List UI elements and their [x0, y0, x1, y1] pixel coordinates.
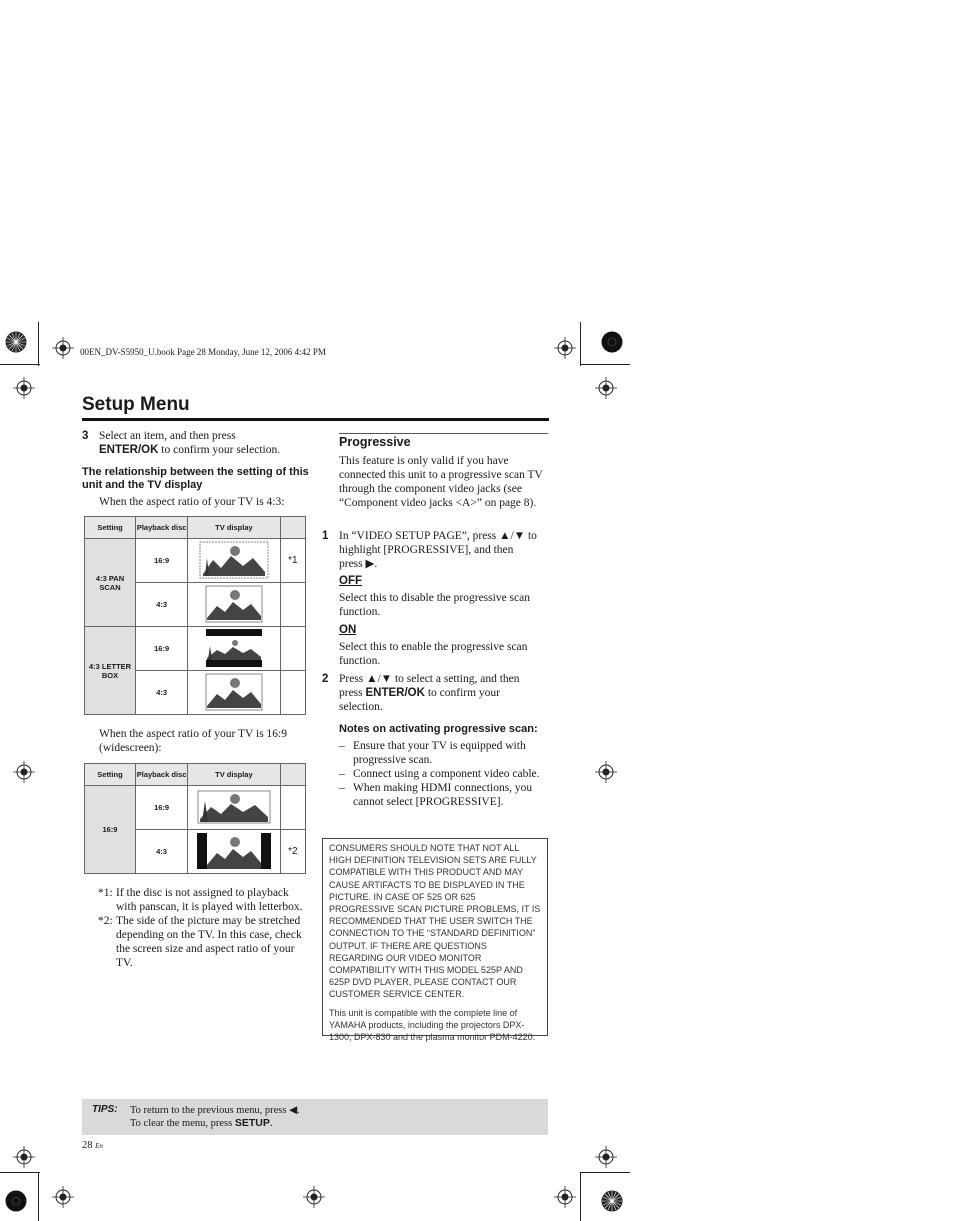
list-item: – When making HDMI connections, you cannot select [PROGRESSIVE].	[339, 781, 549, 809]
option-on-label: ON	[339, 624, 357, 636]
crop-line	[580, 1172, 581, 1221]
notes-heading: Notes on activating progressive scan:	[339, 723, 538, 735]
tips-label: TIPS:	[92, 1104, 118, 1115]
disc-cell: 16:9	[136, 627, 188, 671]
option-on-text: Select this to enable the progressive scan function.	[339, 641, 528, 667]
crop-line	[0, 364, 40, 365]
setting-cell: 4:3 LETTER BOX	[85, 627, 136, 715]
col-header-setting: Setting	[85, 517, 136, 539]
setting-cell: 16:9	[85, 786, 136, 874]
crosshair-mark	[13, 761, 35, 783]
compatibility-notice-box	[322, 838, 548, 1043]
notice-caps-text: CONSUMERS SHOULD NOTE THAT NOT ALL HIGH DEFINITION TELEVISION SETS ARE FULLY COMPATIBLE WITH THIS PRODUCT AND MAY CAUSE ARTIFACTS TO BE DISPLAYED IN THE PICTURE. IN CASE OF 525 OR 625 PROGRESSIVE SCAN PICTURE PROBLEMS, IT IS RECOMMENDED THAT THE USER SWITCH THE CONNECTION TO THE “STANDARD DEFINITION” OUTPUT. IF THERE ARE QUESTIONS REGARDING OUR VIDEO MONITOR COMPATIBILITY WITH THIS MODEL 525P AND 625P DVD PLAYER, PLEASE CONTACT OUR CUSTOMER SERVICE CENTER.	[329, 843, 541, 1000]
disc-cell: 16:9	[135, 786, 187, 830]
col-header-setting: Setting	[85, 764, 136, 786]
title-rule	[82, 418, 549, 421]
step-3: 3 Select an item, and then press ENTER/OK to confirm your selection.	[82, 430, 281, 456]
col-header-note	[280, 517, 305, 539]
crosshair-mark	[13, 377, 35, 399]
col-header-note	[280, 764, 305, 786]
col-header-tv: TV display	[188, 764, 280, 786]
setting-cell: 4:3 PAN SCAN	[85, 539, 136, 627]
section-heading-progressive: Progressive	[339, 435, 411, 449]
table-row	[85, 539, 306, 583]
note-cell	[280, 671, 305, 715]
notice-small-text: This unit is compatible with the complete line of YAMAHA products, including the projectors DPX-1300, DPX-830 and the plasma monitor PDM-4220.	[329, 1007, 536, 1043]
tv-wide-wide-illustration	[195, 787, 273, 827]
tv-panscan-standard-illustration	[195, 584, 273, 624]
crop-line	[580, 364, 630, 365]
step-number: 3	[82, 430, 89, 442]
tv-letterbox-wide-illustration	[195, 628, 273, 668]
crosshair-mark	[554, 1186, 576, 1208]
registration-starburst-mark	[5, 331, 27, 353]
crosshair-mark	[52, 1186, 74, 1208]
col-header-disc: Playback disc	[136, 517, 188, 539]
disc-cell: 4:3	[135, 830, 187, 874]
aspect-table-169	[84, 763, 306, 874]
crosshair-mark	[554, 337, 576, 359]
crosshair-mark	[595, 377, 617, 399]
page-title: Setup Menu	[82, 394, 190, 415]
disc-cell: 4:3	[136, 671, 188, 715]
registration-starburst-mark-bottom	[601, 1190, 623, 1212]
aspect-169-intro: When the aspect ratio of your TV is 16:9 (widescreen):	[99, 728, 288, 754]
crosshair-mark	[595, 761, 617, 783]
footnote-2: *2: The side of the picture may be stretched depending on the TV. In this case, check the screen size and aspect ratio of your TV.	[98, 915, 302, 969]
option-off-text: Select this to disable the progressive scan function.	[339, 592, 530, 618]
tips-box	[82, 1099, 548, 1135]
progressive-intro: This feature is only valid if you have connected this unit to a progressive scan TV through the component video jacks (see “Component video jacks <A>” on page 8).	[339, 455, 543, 509]
notes-list	[339, 739, 549, 809]
footnote-1: *1: If the disc is not assigned to playback with panscan, it is played with letterbox.	[98, 887, 303, 913]
note-cell: *2	[280, 830, 305, 874]
aspect-43-intro: When the aspect ratio of your TV is 4:3:	[99, 496, 285, 508]
disc-cell: 4:3	[136, 583, 188, 627]
table-row	[85, 786, 306, 830]
aspect-table-43	[84, 516, 306, 715]
crosshair-mark	[13, 1146, 35, 1168]
footnotes	[98, 886, 308, 970]
tv-panscan-wide-illustration	[195, 540, 273, 580]
note-cell	[280, 583, 305, 627]
crosshair-mark	[595, 1146, 617, 1168]
page-number: 28 En	[82, 1140, 103, 1151]
crop-line	[580, 322, 581, 366]
step-2: 2 Press ▲/▼ to select a setting, and then press ENTER/OK to confirm your selection.	[322, 673, 520, 713]
crop-line	[0, 1172, 40, 1173]
tv-letterbox-standard-illustration	[195, 672, 273, 712]
crosshair-mark	[303, 1186, 325, 1208]
note-cell	[280, 627, 305, 671]
tv-display-cell	[188, 539, 280, 583]
crop-line	[38, 1172, 39, 1221]
table-row	[85, 627, 306, 671]
registration-solid-mark-bottom	[5, 1190, 27, 1212]
note-cell	[280, 786, 305, 830]
step-1: 1 In “VIDEO SETUP PAGE”, press ▲/▼ to highlight [PROGRESSIVE], and then press ▶.	[322, 530, 537, 570]
col-header-tv: TV display	[188, 517, 280, 539]
tv-display-cell	[188, 671, 280, 715]
tv-display-cell	[188, 830, 280, 874]
crop-line	[38, 322, 39, 366]
tips-text: To return to the previous menu, press ◀. To clear the menu, press SETUP.	[130, 1105, 300, 1129]
tv-wide-standard-illustration	[195, 831, 273, 871]
col-header-disc: Playback disc	[135, 764, 187, 786]
tv-display-cell	[188, 627, 280, 671]
note-cell: *1	[280, 539, 305, 583]
disc-cell: 16:9	[136, 539, 188, 583]
list-item: – Connect using a component video cable.	[339, 767, 549, 781]
crosshair-mark	[52, 337, 74, 359]
section-rule	[339, 433, 548, 434]
relationship-heading: The relationship between the setting of this unit and the TV display	[82, 466, 309, 491]
crop-line	[580, 1172, 630, 1173]
tv-display-cell	[188, 583, 280, 627]
tv-display-cell	[188, 786, 280, 830]
list-item: – Ensure that your TV is equipped with progressive scan.	[339, 739, 549, 767]
file-header: 00EN_DV-S5950_U.book Page 28 Monday, June 12, 2006 4:42 PM	[80, 347, 326, 357]
option-off-label: OFF	[339, 575, 362, 587]
registration-solid-mark	[601, 331, 623, 353]
